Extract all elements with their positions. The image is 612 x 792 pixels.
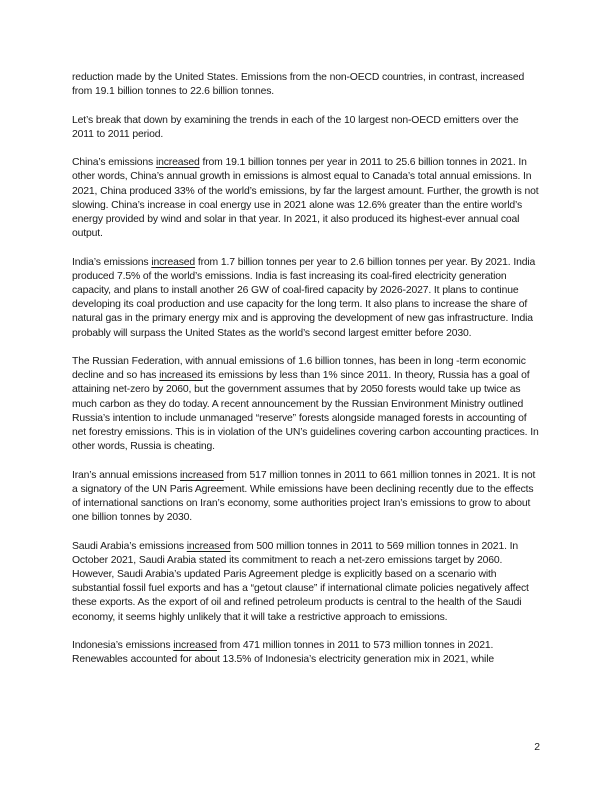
paragraph-indonesia [72,639,540,667]
underlined-word: increased [186,540,231,552]
underlined-word: increased [159,370,203,382]
document-body [72,71,540,667]
underlined-word: increased [173,640,217,652]
page-number: 2 [534,742,540,753]
paragraph-text: from 1.7 billion tonnes per year to 2.6 billion tonnes per year. By 2021. India produced 7.5% of the world’s emissions. India is fast increasing its coal-fired electricity generation capacity, and plans to install another 26 GW of coal-fired capacity by 2026-2027. It plans to continue developing its coal production and use capacity for the long term. It also plans to increase the share of natural gas in the primary energy mix and is approving the development of new gas infrastructure. India probably will surpass the United States as the world’s second largest emitter before 2030. [72,256,536,339]
underlined-word: increased [155,157,200,169]
paragraph-text: from 19.1 billion tonnes per year in 2011 to 25.6 billion tonnes in 2021. In other words, China’s annual growth in emissions is almost equal to Canada’s total annual emissions. In 2021, China produced 33% of the world’s emissions, by far the largest amount. Further, the growth is not slowing. China’s increase in coal energy use in 2021 alone was 12.6% greater than the entire world’s energy provided by wind and solar in that year. In 2021, it also produced its highest-ever annual coal output. [72,157,539,240]
paragraph-text: from 500 million tonnes in 2011 to 569 million tonnes in 2021. In October 2021, Saudi Arabia stated its commitment to reach a net-zero emissions target by 2060. However, Saudi Arabia’s updated Paris Agreement pledge is explicitly based on a scenario with substantial fossil fuel exports and has a “getout clause” if international climate policies negatively affect these exports. As the export of oil and refined petroleum products is central to the health of the Saudi economy, it seems highly unlikely that it will take a restrictive approach to emissions. [72,540,529,623]
paragraph-text: from 517 million tonnes in 2011 to 661 million tonnes in 2021. It is not a signatory of the UN Paris Agreement. While emissions have been declining recently due to the effects of international sanctions on Iran’s economy, some authorities project Iran’s emissions to grow to about one billion tonnes by 2030. [72,469,536,524]
paragraph-text: Indonesia’s emissions [72,640,174,652]
paragraph-overview [72,114,540,142]
paragraph-text: The Russian Federation, with annual emissions of 1.6 billion tonnes, has been in long -term economic decline and so has [72,356,526,382]
underlined-word: increased [151,256,196,268]
paragraph-text: Iran’s annual emissions [72,469,180,481]
paragraph-text: China’s emissions [72,157,156,169]
paragraph-text: Saudi Arabia’s emissions [72,540,187,552]
paragraph-china [72,156,540,241]
paragraph-text: India’s emissions [72,256,152,268]
paragraph-russia [72,355,540,454]
paragraph-text: Let’s break that down by examining the trends in each of the 10 largest non-OECD emitters over the 2011 to 2011 period. [72,114,519,140]
paragraph-text: reduction made by the United States. Emissions from the non-OECD countries, in contrast, increased from 19.1 billion tonnes to 22.6 billion tonnes. [72,72,525,98]
paragraph-text: from 471 million tonnes in 2011 to 573 million tonnes in 2021. Renewables accounted for about 13.5% of Indonesia’s electricity generation mix in 2021, while [72,640,494,666]
paragraph-text: its emissions by less than 1% since 2011. In theory, Russia has a goal of attaining net-zero by 2060, but the government assumes that by 2050 forests would take up twice as much carbon as they do today. A recent announcement by the Russian Environment Ministry outlined Russia’s intention to include unmanaged “reserve” forests alongside managed forests in accounting of net forestry emissions. This is in violation of the UN’s guidelines covering carbon accounting practices. In other words, Russia is cheating. [72,370,539,453]
underlined-word: increased [179,469,224,481]
paragraph-india [72,256,540,341]
paragraph-iran [72,469,540,526]
paragraph-saudi-arabia [72,540,540,625]
paragraph-intro-continuation [72,71,540,99]
